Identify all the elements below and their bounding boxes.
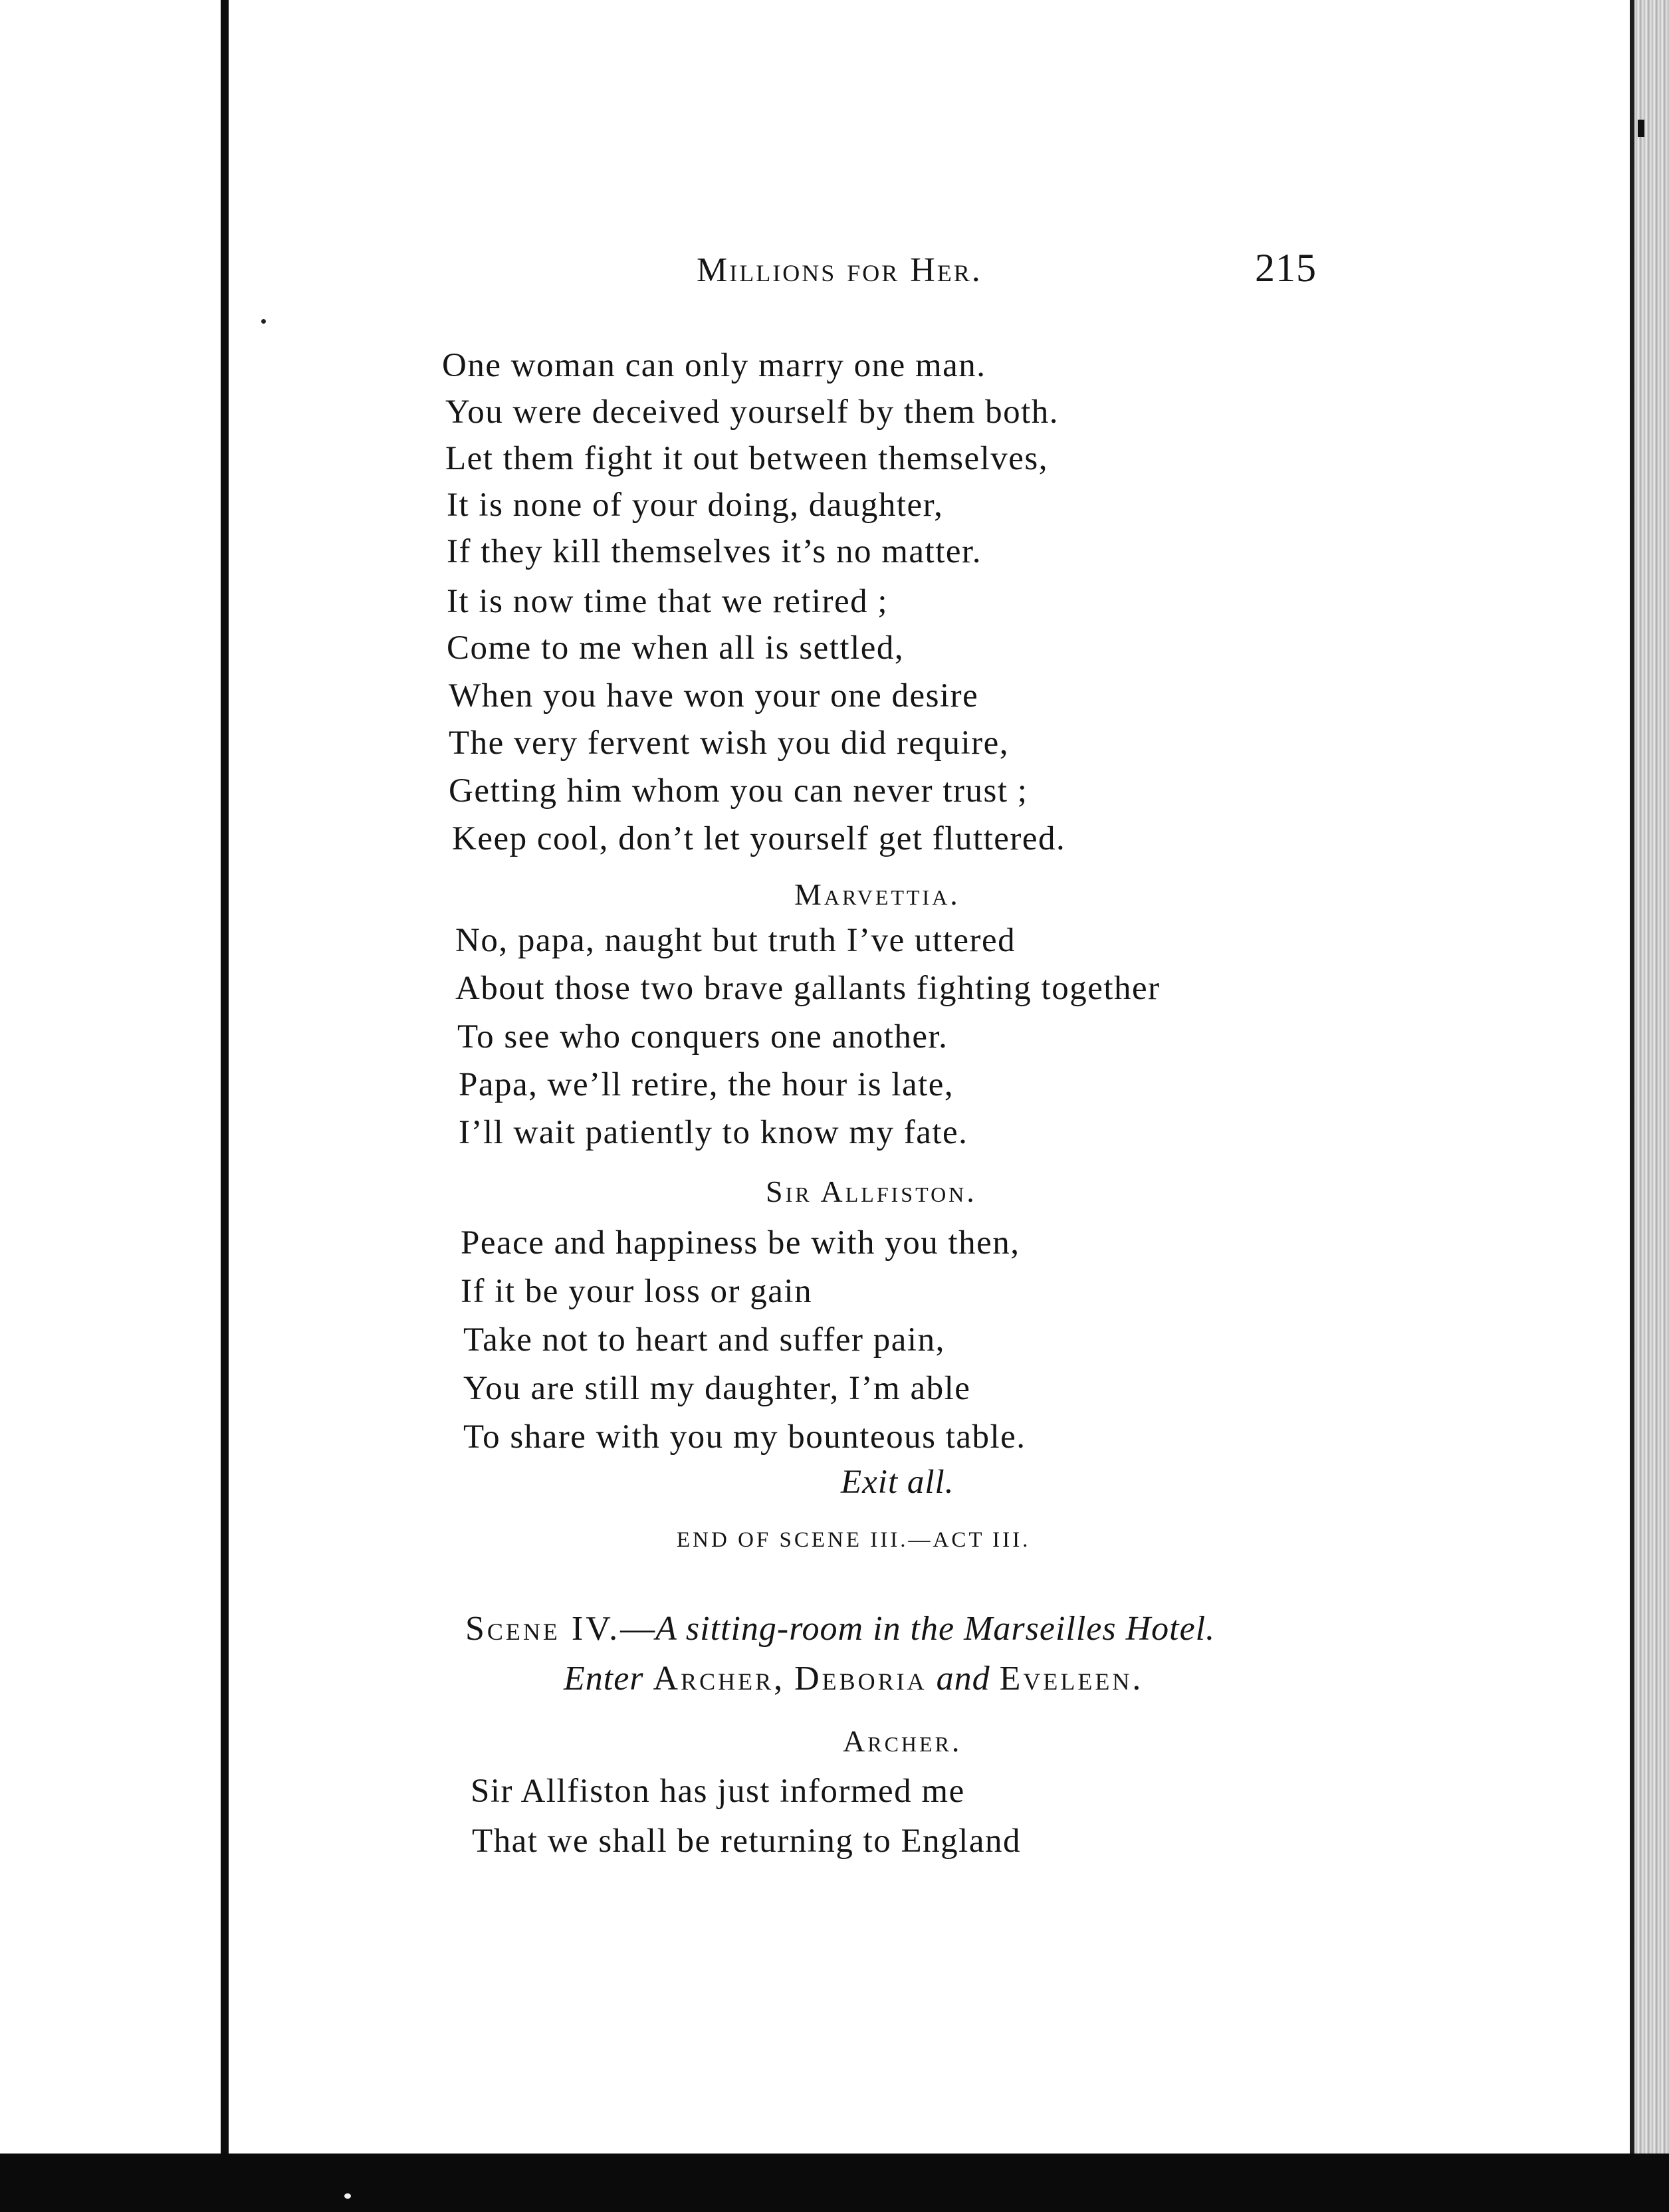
verse-line: Sir Allfiston has just informed me [471,1773,965,1810]
verse-line: Take not to heart and suffer pain, [463,1321,945,1359]
verse-line: Papa, we’ll retire, the hour is late, [459,1066,954,1103]
verse-line: Peace and happiness be with you then, [461,1224,1020,1262]
verse-line: When you have won your one desire [449,677,979,715]
verse-line: To see who conquers one another. [457,1018,948,1055]
entrance-direction [564,1658,1143,1700]
running-title: Millions for Her. [697,251,982,289]
speaker-name: Sir Allfiston. [766,1174,977,1208]
verse-line: One woman can only marry one man. [442,347,986,384]
scene-label: Scene IV. [465,1610,621,1648]
verse-line: If it be your loss or gain [461,1273,813,1310]
scan-speck [344,2193,351,2199]
verse-line: The very fervent wish you did require, [449,724,1009,762]
edge-mark [1638,120,1644,137]
enter-word: Enter [564,1660,644,1698]
scan-speck [261,319,266,324]
verse-line: That we shall be returning to England [472,1823,1021,1860]
page-gutter-shadow [221,0,229,2154]
character-name: Deboria [794,1660,927,1698]
verse-line: It is none of your doing, daughter, [447,487,944,524]
scene-heading [465,1608,1215,1650]
verse-line: You are still my daughter, I’m able [463,1370,971,1407]
character-name: Archer, [653,1660,786,1698]
speaker-name: Archer. [843,1724,962,1758]
page-number: 215 [1255,246,1317,290]
scan-bottom-band [0,2154,1669,2212]
verse-line: Getting him whom you can never trust ; [449,772,1028,810]
page-edge-rule [1630,0,1634,2154]
verse-line: Come to me when all is settled, [447,629,905,667]
stage-direction: Exit all. [841,1464,954,1501]
and-word: and [936,1660,990,1698]
end-of-scene-marker: END OF SCENE III.—ACT III. [677,1528,1031,1552]
verse-line: I’ll wait patiently to know my fate. [459,1114,968,1151]
verse-line: Let them fight it out between themselves, [445,440,1049,477]
verse-line: It is now time that we retired ; [447,583,889,620]
verse-line: You were deceived yourself by them both. [445,393,1059,431]
verse-line: Keep cool, don’t let yourself get fluttered. [452,820,1066,857]
verse-line: No, papa, naught but truth I’ve uttered [455,922,1016,959]
verse-line: About those two brave gallants fighting together [455,970,1161,1007]
verse-line: If they kill themselves it’s no matter. [447,533,982,570]
scene-dash: — [620,1610,656,1648]
verse-line: To share with you my bounteous table. [463,1418,1026,1456]
character-name: Eveleen. [999,1660,1144,1698]
page-edge-stack [1634,0,1669,2154]
scene-setting: A sitting-room in the Marseilles Hotel. [655,1610,1216,1648]
speaker-name: Marvettia. [794,877,960,911]
